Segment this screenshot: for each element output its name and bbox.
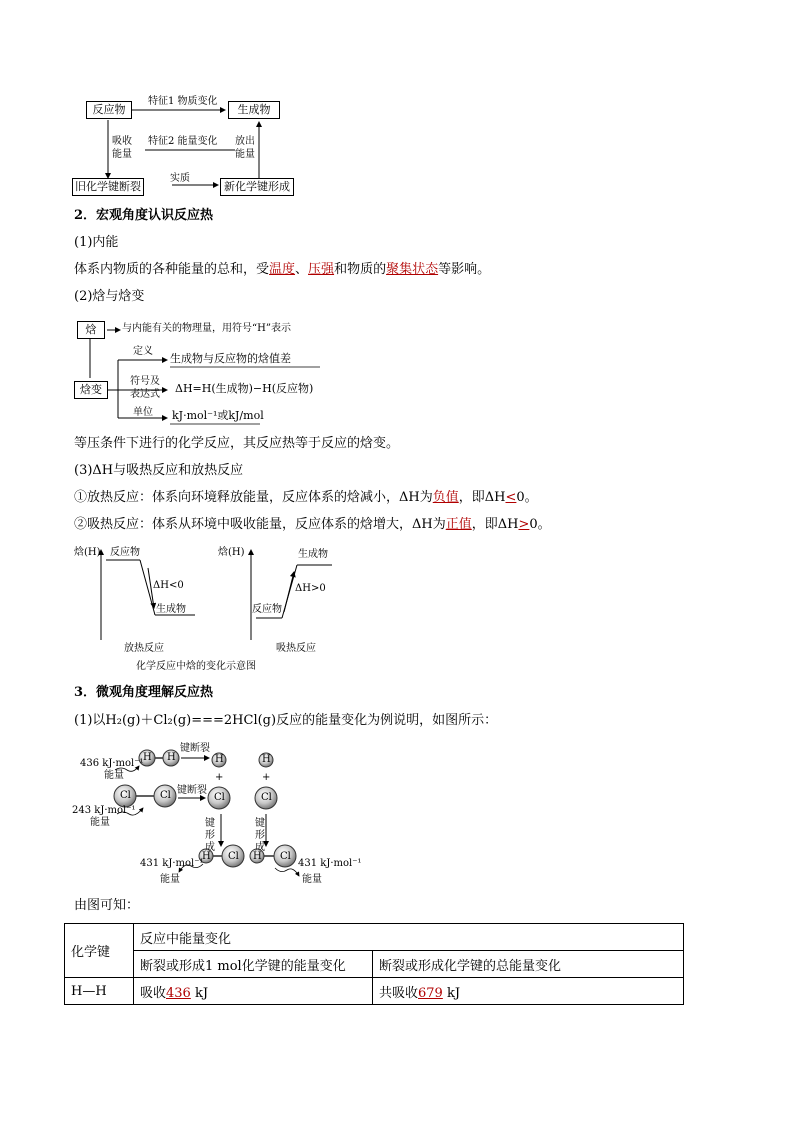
atom-h: H [215, 754, 224, 765]
table-row [65, 951, 684, 978]
form-label-2: 形 [205, 830, 215, 841]
atom-cl: Cl [120, 790, 131, 801]
answer-state: 聚集状态 [386, 262, 439, 277]
symbol-label-1: 符号及 [130, 376, 160, 387]
symbol-expression: ΔH=H(生成物)−H(反应物) [175, 382, 314, 395]
text-span: 0。 [529, 517, 551, 532]
text-span: 0。 [516, 490, 538, 505]
product-level-right: 生成物 [298, 549, 328, 560]
symbol-label-2: 表达式 [130, 389, 160, 400]
feature2-label: 特征2 能量变化 [148, 136, 218, 147]
h-bond-energy: 436 kJ·mol⁻¹ [80, 758, 144, 769]
form-label-1: 键 [255, 818, 265, 829]
absorb-label-2: 能量 [112, 149, 132, 160]
energy-label: 能量 [160, 874, 180, 885]
release-label-2: 能量 [235, 149, 255, 160]
text-span: 吸收 [140, 985, 167, 1001]
answer-negative: 负值 [432, 490, 459, 505]
plus-sign: + [262, 772, 271, 783]
dh-label-right: ΔH>0 [295, 583, 326, 594]
answer-greater-than: > [518, 517, 530, 532]
plus-sign: + [215, 772, 224, 783]
atom-cl: Cl [261, 792, 272, 803]
atom-cl: Cl [280, 851, 291, 862]
answer-temperature: 温度 [269, 262, 296, 277]
text-span: 等影响。 [438, 262, 491, 277]
y-axis-label-right: 焓(H) [218, 547, 245, 558]
subheader-single: 断裂或形成1 mol化学键的能量变化 [134, 951, 373, 978]
cell-single-energy [134, 978, 373, 1005]
header-energy: 反应中能量变化 [134, 924, 684, 951]
atom-h: H [202, 851, 211, 862]
header-bond: 化学键 [65, 924, 134, 978]
absorb-label-1: 吸收 [112, 136, 132, 147]
answer-pressure: 压强 [308, 262, 335, 277]
form-label-2: 形 [255, 830, 265, 841]
definition-label: 定义 [133, 346, 153, 357]
subheader-total: 断裂或形成化学键的总能量变化 [373, 951, 684, 978]
break-label: 键断裂 [177, 785, 207, 796]
form-label-1: 键 [205, 818, 215, 829]
unit-text: kJ·mol⁻¹或kJ/mol [172, 409, 264, 422]
feature1-label: 特征1 物质变化 [148, 96, 218, 107]
constant-pressure-text: 等压条件下进行的化学反应，其反应热等于反应的焓变。 [74, 436, 400, 451]
enthalpy-change-svg [70, 540, 360, 680]
hcl-bond-energy: 431 kJ·mol⁻¹ [140, 858, 204, 869]
energy-label: 能量 [302, 874, 322, 885]
atom-h: H [167, 752, 176, 763]
reactant-box: 反应物 [86, 101, 132, 119]
from-figure-text: 由图可知： [74, 898, 140, 913]
separator: 、 [295, 262, 309, 277]
endothermic-text [74, 516, 551, 534]
atom-h: H [253, 851, 262, 862]
caption-exothermic: 放热反应 [124, 643, 164, 654]
text-span: kJ [190, 985, 209, 1001]
text-span: 共吸收 [379, 985, 419, 1001]
text-span: kJ [442, 985, 461, 1001]
internal-energy-title: (1)内能 [74, 235, 119, 250]
bond-energy-table [64, 923, 684, 1005]
answer-positive: 正值 [445, 517, 472, 532]
essence-label: 实质 [170, 173, 190, 184]
answer-679: 679 [418, 985, 443, 1001]
cl-bond-energy: 243 kJ·mol⁻¹ [72, 805, 136, 816]
old-bond-box: 旧化学键断裂 [72, 178, 144, 196]
exothermic-text [74, 489, 538, 507]
reactant-level-left: 反应物 [110, 547, 140, 558]
cell-bond: H—H [65, 978, 134, 1005]
product-level-left: 生成物 [156, 604, 186, 615]
enthalpy-change-box: 焓变 [74, 381, 108, 399]
table-row [65, 978, 684, 1005]
dh-label-left: ΔH<0 [153, 580, 184, 591]
enthalpy-title: (2)焓与焓变 [74, 289, 145, 304]
form-label-3: 成 [205, 842, 215, 853]
atom-cl: Cl [160, 790, 171, 801]
dh-title: (3)ΔH与吸热反应和放热反应 [74, 463, 244, 478]
form-label-3: 成 [255, 842, 265, 853]
text-span: ①放热反应：体系向环境释放能量，反应体系的焓减小，ΔH为 [74, 490, 433, 505]
atom-h: H [262, 754, 271, 765]
atom-cl: Cl [228, 851, 239, 862]
text-span: 和物质的 [334, 262, 387, 277]
section2-title: 2．宏观角度认识反应热 [74, 208, 214, 223]
enthalpy-box: 焓 [77, 321, 105, 339]
hcl-bond-energy: 431 kJ·mol⁻¹ [298, 858, 362, 869]
figure-title: 化学反应中焓的变化示意图 [136, 661, 256, 672]
release-label-1: 放出 [235, 136, 255, 147]
energy-label: 能量 [90, 817, 110, 828]
y-axis-label-left: 焓(H) [74, 547, 101, 558]
new-bond-box: 新化学键形成 [220, 178, 294, 196]
answer-less-than: < [505, 490, 517, 505]
text-span: 体系内物质的各种能量的总和，受 [74, 262, 270, 277]
cell-total-energy [373, 978, 684, 1005]
energy-label: 能量 [104, 770, 124, 781]
definition-text: 生成物与反应物的焓值差 [170, 352, 291, 365]
break-label: 键断裂 [180, 743, 210, 754]
table-row [65, 924, 684, 951]
unit-label: 单位 [133, 407, 153, 418]
enthalpy-description: 与内能有关的物理量，用符号“H”表示 [122, 323, 291, 334]
reactant-level-right: 反应物 [252, 604, 282, 615]
text-span: ，即ΔH [458, 490, 506, 505]
atom-h: H [143, 752, 152, 763]
product-box: 生成物 [228, 101, 280, 119]
answer-436: 436 [166, 985, 191, 1001]
section3-title: 3．微观角度理解反应热 [74, 685, 214, 700]
atom-cl: Cl [214, 792, 225, 803]
section3-intro: (1)以H₂(g)＋Cl₂(g)===2HCl(g)反应的能量变化为例说明，如图所示： [74, 713, 498, 728]
caption-endothermic: 吸热反应 [276, 643, 316, 654]
text-span: ，即ΔH [471, 517, 519, 532]
text-span: ②吸热反应：体系从环境中吸收能量，反应体系的焓增大，ΔH为 [74, 517, 446, 532]
internal-energy-text [74, 261, 490, 279]
